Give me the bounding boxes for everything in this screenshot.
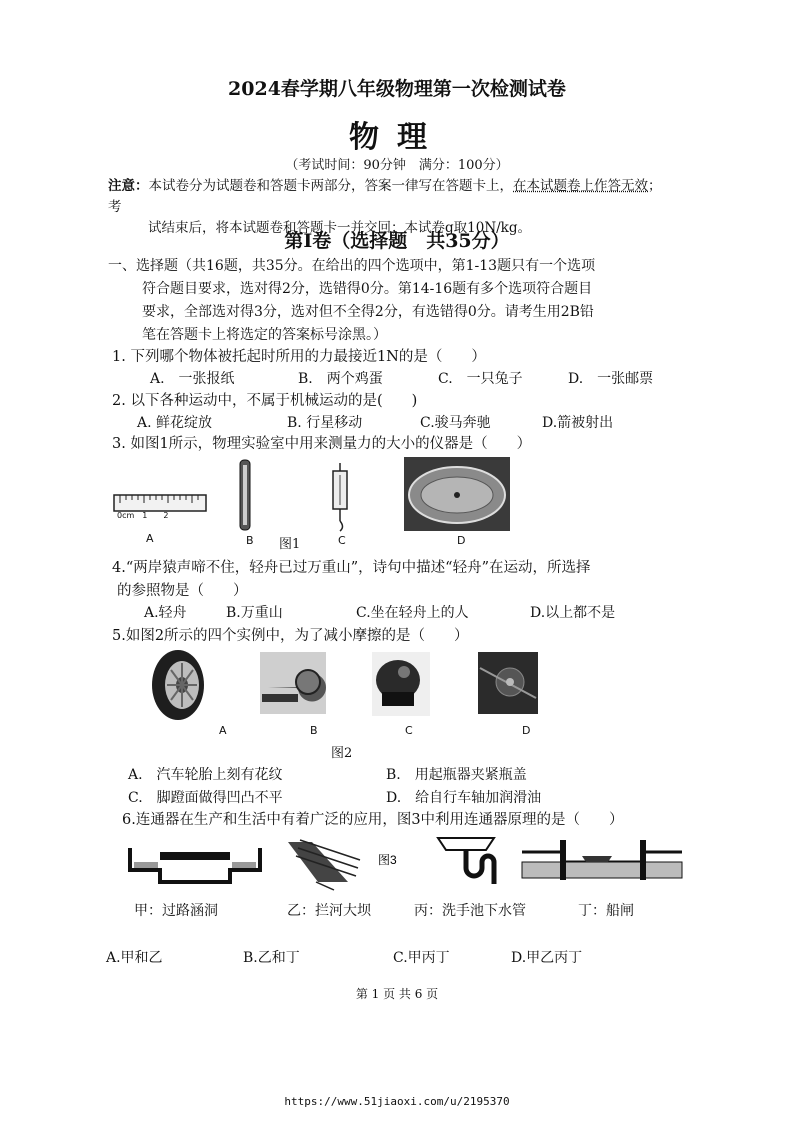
dial-balance-icon — [404, 457, 510, 531]
q1-option-a: A. 一张报纸 — [150, 371, 235, 387]
ship-lock-icon — [522, 840, 682, 880]
figure-2-caption: 图2 — [331, 746, 353, 761]
tube-gauge-icon — [240, 460, 250, 530]
q1-option-d: D. 一张邮票 — [568, 371, 654, 387]
figure-3-connected-vessels — [120, 832, 690, 894]
q1-option-c: C. 一只兔子 — [438, 371, 523, 387]
fig2-label-a: A — [219, 724, 227, 737]
exam-info: （考试时间：90分钟 满分：100分） — [285, 158, 509, 173]
q4-option-d: D.以上都不是 — [530, 605, 616, 621]
q6-option-c: C.甲丙丁 — [393, 950, 450, 966]
q5-option-b: B. 用起瓶器夹紧瓶盖 — [386, 767, 527, 783]
spring-scale-icon — [333, 463, 347, 531]
bottle-opener-icon — [260, 652, 326, 714]
q2-stem: 2. 以下各种运动中，不属于机械运动的是( ) — [112, 393, 418, 409]
fig3-label-1: 甲：过路涵洞 — [134, 903, 218, 919]
fig1-label-d: D — [457, 534, 466, 547]
q2-option-a: A. 鲜花绽放 — [137, 415, 213, 431]
sink-drain-icon — [438, 838, 494, 884]
exam-title: 2024春学期八年级物理第一次检测试卷 — [228, 78, 566, 100]
ruler-icon — [114, 495, 206, 511]
figure-1-caption: 图1 — [279, 537, 301, 552]
subject-title: 物理 — [349, 120, 445, 155]
q5-option-a: A. 汽车轮胎上刻有花纹 — [128, 767, 283, 783]
q6-option-d: D.甲乙丙丁 — [511, 950, 583, 966]
q5-option-c: C. 脚蹬面做得凹凸不平 — [128, 790, 283, 806]
pedal-icon — [372, 652, 430, 716]
q2-option-c: C.骏马奔驰 — [420, 415, 491, 431]
q6-option-b: B.乙和丁 — [243, 950, 300, 966]
fig1-label-c: C — [338, 534, 346, 547]
q2-option-b: B. 行星移动 — [287, 415, 363, 431]
fig1-label-b: B — [246, 534, 254, 547]
q2-option-d: D.箭被射出 — [542, 415, 614, 431]
notice-emphasis: 在本试题卷上作答无效 — [513, 178, 648, 194]
section-intro — [108, 255, 672, 347]
figure-1-instruments — [112, 455, 522, 535]
q4-option-c: C.坐在轻舟上的人 — [356, 605, 469, 621]
tire-icon — [152, 650, 204, 720]
notice-text-1c: ；考 — [108, 178, 662, 215]
notice-text-2: 试结束后，将本试题卷和答题卡一并交回；本试卷g取10N/kg。 — [148, 220, 532, 236]
q1-stem: 1. 下列哪个物体被托起时所用的力最接近1N的是（ ） — [112, 349, 486, 365]
q4-stem-2: 的参照物是（ ） — [117, 583, 248, 599]
source-url[interactable]: https://www.51jiaoxi.com/u/2195370 — [284, 1095, 510, 1108]
fig2-label-d: D — [522, 724, 531, 737]
page-number: 第 1 页 共 6 页 — [355, 987, 439, 1001]
section-title: 第I卷（选择题 共35分） — [284, 230, 510, 252]
fig3-label-4: 丁：船闸 — [578, 903, 634, 919]
fig1-label-a: A — [146, 532, 154, 545]
q4-option-b: B.万重山 — [226, 605, 283, 621]
q3-stem: 3. 如图1所示，物理实验室中用来测量力的大小的仪器是（ ） — [112, 436, 532, 452]
fig2-label-c: C — [405, 724, 413, 737]
q5-stem: 5.如图2所示的四个实例中，为了减小摩擦的是（ ） — [112, 628, 469, 644]
intro-line-2: 符合题目要求，选对得2分，选错得0分。第14-16题有多个选项符合题目 — [142, 281, 593, 297]
q5-option-d: D. 给自行车轴加润滑油 — [386, 790, 542, 806]
q1-option-b: B. 两个鸡蛋 — [298, 371, 383, 387]
q4-stem-1: 4.“两岸猿声啼不住，轻舟已过万重山”，诗句中描述“轻舟”在运动，所选择 — [112, 560, 591, 576]
ruler-marks: 0cm 1 2 — [117, 511, 169, 520]
culvert-icon — [130, 848, 260, 882]
notice-label: 注意： — [108, 178, 149, 194]
q6-stem: 6.连通器在生产和生活中有着广泛的应用，图3中利用连通器原理的是（ ） — [122, 812, 624, 828]
q4-option-a: A.轻舟 — [144, 605, 187, 621]
intro-line-4: 笔在答题卡上将选定的答案标号涂黑。） — [142, 327, 387, 343]
intro-line-1: 一、选择题（共16题，共35分。在给出的四个选项中，第1-13题只有一个选项 — [108, 258, 596, 274]
fig2-label-b: B — [310, 724, 318, 737]
notice-text-1: 本试卷分为试题卷和答题卡两部分，答案一律写在答题卡上， — [148, 178, 513, 194]
intro-line-3: 要求，全部选对得3分，选对但不全得2分，有选错得0分。请考生用2B铅 — [142, 304, 594, 320]
axle-oil-icon — [478, 652, 538, 714]
fig3-label-2: 乙：拦河大坝 — [287, 903, 371, 919]
figure-2-photos — [150, 648, 540, 722]
figure-3-caption: 图3 — [378, 853, 397, 867]
fig3-label-3: 丙：洗手池下水管 — [414, 903, 526, 919]
dam-icon — [288, 840, 360, 890]
q6-option-a: A.甲和乙 — [106, 950, 163, 966]
